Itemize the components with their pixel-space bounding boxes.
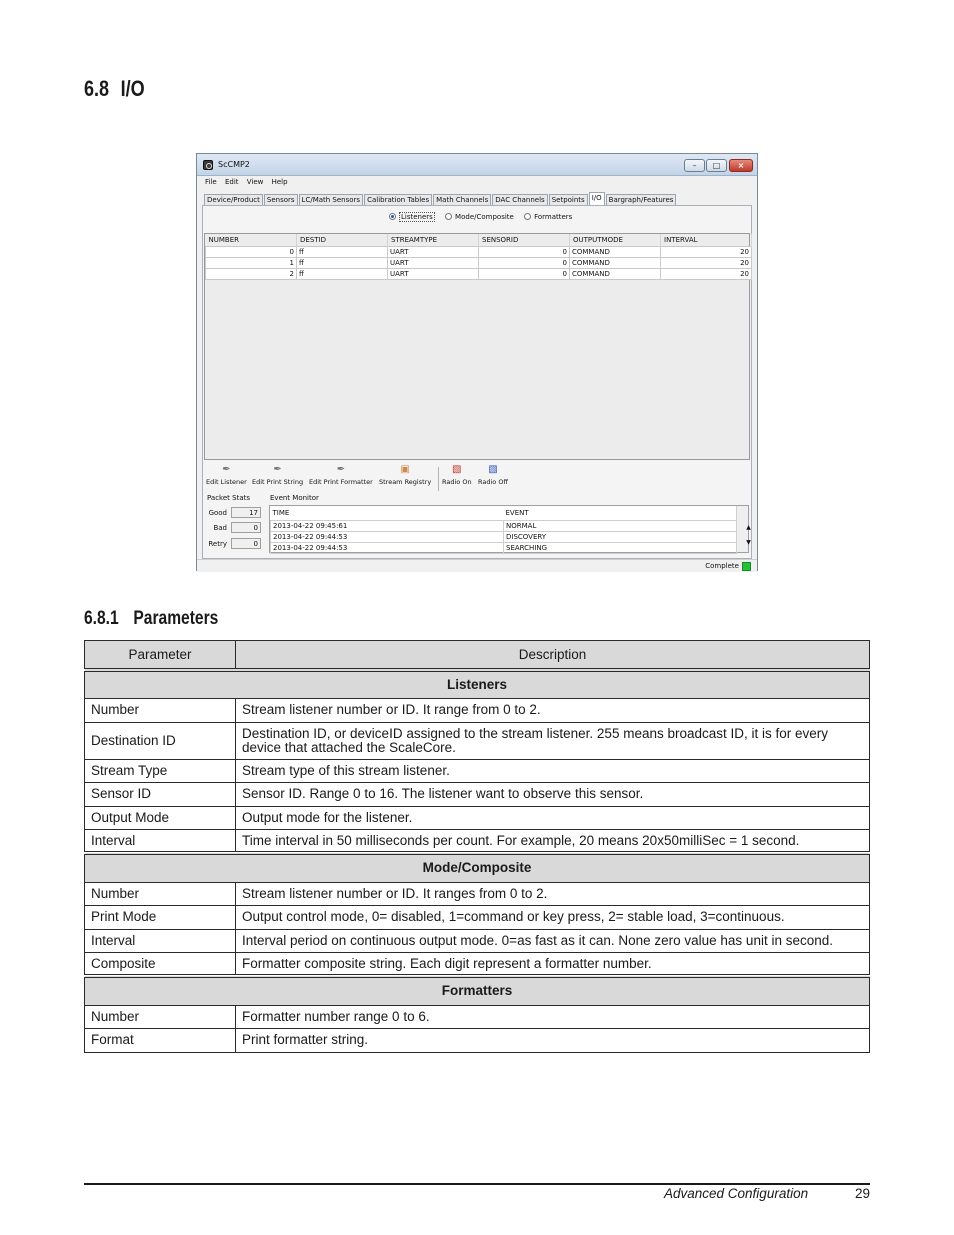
packet-stats-label: Packet Stats <box>207 494 250 502</box>
monitor-header[interactable]: EVENT <box>505 508 529 517</box>
status-indicator-icon <box>742 562 751 571</box>
table-row <box>85 783 870 807</box>
radio-off-button[interactable] <box>478 465 508 486</box>
monitor-row[interactable] <box>271 531 737 542</box>
stat-good <box>207 507 262 518</box>
parameters-table <box>84 640 870 1053</box>
edit-print-formatter-button[interactable] <box>309 465 373 486</box>
grid-cell[interactable]: COMMAND <box>570 268 661 279</box>
grid-header[interactable]: OUTPUTMODE <box>570 234 661 246</box>
stream-registry-button[interactable] <box>379 465 431 486</box>
table-row <box>85 806 870 830</box>
param-name: Interval <box>85 830 236 854</box>
table-row <box>85 830 870 854</box>
grid-cell[interactable]: 2 <box>206 268 297 279</box>
tool-label: Edit Print String <box>252 478 304 486</box>
grid-cell[interactable]: 1 <box>206 257 297 268</box>
param-name: Number <box>85 882 236 906</box>
edit-link-icon: ✒ <box>222 464 231 475</box>
radio-dot-icon <box>389 213 396 220</box>
grid-cell[interactable]: ff <box>297 268 388 279</box>
edit-link-icon: ✒ <box>273 464 282 475</box>
radio-formatters[interactable] <box>524 213 572 221</box>
grid-header[interactable]: SENSORID <box>479 234 570 246</box>
grid-row[interactable] <box>206 268 752 279</box>
radio-listeners[interactable] <box>389 213 435 221</box>
tab-setpoints[interactable]: Setpoints <box>549 194 588 206</box>
radio-on-button[interactable] <box>442 465 472 486</box>
grid-header[interactable]: NUMBER <box>206 234 297 246</box>
grid-header[interactable]: DESTID <box>297 234 388 246</box>
grid-cell[interactable]: COMMAND <box>570 257 661 268</box>
radio-on-icon: ▧ <box>452 464 462 475</box>
grid-cell[interactable]: 20 <box>661 268 752 279</box>
title-bar <box>197 154 757 176</box>
monitor-row[interactable] <box>271 520 737 531</box>
app-window-screenshot <box>196 153 758 571</box>
table-row <box>85 882 870 906</box>
param-description: Stream listener number or ID. It ranges from 0 to 2. <box>236 882 870 906</box>
section-title: I/O <box>120 76 145 101</box>
param-name: Number <box>85 1005 236 1029</box>
param-name: Print Mode <box>85 906 236 930</box>
registry-icon: ▣ <box>400 464 410 475</box>
param-description: Output control mode, 0= disabled, 1=command or key press, 2= stable load, 3=continuous. <box>236 906 870 930</box>
param-name: Number <box>85 699 236 723</box>
radio-label: Mode/Composite <box>455 213 514 221</box>
table-row <box>85 1005 870 1029</box>
monitor-row[interactable] <box>271 542 737 553</box>
grid-row[interactable] <box>206 246 752 257</box>
scroll-up-icon[interactable]: ▲ <box>746 524 751 531</box>
param-description: Stream type of this stream listener. <box>236 759 870 783</box>
param-description: Stream listener number or ID. It range from 0 to 2. <box>236 699 870 723</box>
stat-bad <box>207 522 262 533</box>
toolbar-separator <box>438 467 439 491</box>
tab-calibration-tables[interactable]: Calibration Tables <box>364 194 432 206</box>
edit-listener-button[interactable] <box>206 465 247 486</box>
param-name: Sensor ID <box>85 783 236 807</box>
group-title: Listeners <box>85 670 870 699</box>
footer-chapter-title: Advanced Configuration <box>664 1186 809 1201</box>
edit-link-icon: ✒ <box>336 464 346 475</box>
grid-cell[interactable]: COMMAND <box>570 246 661 257</box>
param-description: Formatter composite string. Each digit represent a formatter number. <box>236 953 870 977</box>
grid-cell[interactable]: 0 <box>206 246 297 257</box>
group-title: Formatters <box>85 976 870 1005</box>
grid-cell[interactable]: ff <box>297 246 388 257</box>
footer-page-number: 29 <box>855 1186 871 1201</box>
radio-mode-composite[interactable] <box>445 213 514 221</box>
app-icon <box>203 160 213 170</box>
table-header-row <box>85 641 870 670</box>
group-title: Mode/Composite <box>85 853 870 882</box>
radio-label: Listeners <box>401 213 433 221</box>
section-heading <box>84 76 145 102</box>
group-row-mode-composite <box>85 853 870 882</box>
tab-io[interactable]: I/O <box>589 192 605 206</box>
grid-header[interactable]: INTERVAL <box>661 234 752 246</box>
param-name: Stream Type <box>85 759 236 783</box>
table-row <box>85 929 870 953</box>
edit-print-string-button[interactable] <box>252 465 303 486</box>
menu-bar <box>205 178 294 188</box>
stat-value: 0 <box>231 538 261 549</box>
grid-header-row <box>206 234 752 246</box>
param-description: Sensor ID. Range 0 to 16. The listener want to observe this sensor. <box>236 783 870 807</box>
monitor-cell: 2013-04-22 09:45:61 <box>271 520 504 531</box>
monitor-cell: SEARCHING <box>504 542 737 553</box>
tool-label: Edit Print Formatter <box>309 478 373 486</box>
tab-bargraph-features[interactable]: Bargraph/Features <box>606 194 677 206</box>
table-row <box>85 953 870 977</box>
scroll-down-icon[interactable]: ▼ <box>746 539 751 546</box>
monitor-header[interactable]: TIME <box>272 508 290 517</box>
param-name: Interval <box>85 929 236 953</box>
tool-label: Radio Off <box>478 478 508 486</box>
status-text: Complete <box>705 562 739 570</box>
tab-lc-math-sensors[interactable]: LC/Math Sensors <box>299 194 364 206</box>
table-row <box>85 722 870 759</box>
window-title: ScCMP2 <box>218 160 250 169</box>
stat-value: 0 <box>231 522 261 533</box>
grid-header[interactable]: STREAMTYPE <box>388 234 479 246</box>
radio-label: Formatters <box>534 213 573 221</box>
grid-cell[interactable]: 0 <box>479 268 570 279</box>
tab-dac-channels[interactable]: DAC Channels <box>492 194 547 206</box>
param-name: Output Mode <box>85 806 236 830</box>
monitor-header-row <box>271 506 737 520</box>
param-description: Output mode for the listener. <box>236 806 870 830</box>
grid-cell[interactable]: 0 <box>479 257 570 268</box>
minimize-icon[interactable]: – <box>684 159 705 172</box>
event-monitor-table <box>269 505 749 553</box>
radio-dot-icon <box>445 213 452 220</box>
param-description: Time interval in 50 milliseconds per count. For example, 20 means 20x50milliSec = 1 second. <box>236 830 870 854</box>
stat-value: 17 <box>231 507 261 518</box>
tool-label: Radio On <box>442 478 472 486</box>
section-number: 6.8 <box>84 76 110 101</box>
subsection-heading <box>84 608 218 630</box>
table-row <box>85 906 870 930</box>
table-row <box>85 1029 870 1053</box>
table-row <box>85 759 870 783</box>
grid-cell[interactable]: 20 <box>661 246 752 257</box>
param-description: Interval period on continuous output mode. 0=as fast as it can. None zero value has unit in second. <box>236 929 870 953</box>
param-name: Format <box>85 1029 236 1053</box>
view-radio-group <box>389 213 580 221</box>
tab-math-channels[interactable]: Math Channels <box>433 194 491 206</box>
tab-sensors[interactable]: Sensors <box>264 194 298 206</box>
menu-edit[interactable]: Edit <box>224 178 239 186</box>
monitor-cell: DISCOVERY <box>504 531 737 542</box>
grid-cell[interactable]: ff <box>297 257 388 268</box>
stat-label: Retry <box>208 540 227 548</box>
param-name: Composite <box>85 953 236 977</box>
tool-label: Stream Registry <box>379 478 432 486</box>
io-panel <box>202 205 752 559</box>
table-row <box>85 699 870 723</box>
tool-label: Edit Listener <box>206 478 247 486</box>
monitor-cell: 2013-04-22 09:44:53 <box>271 542 504 553</box>
tab-device-product[interactable]: Device/Product <box>204 194 263 206</box>
param-description: Formatter number range 0 to 6. <box>236 1005 870 1029</box>
stat-label: Bad <box>213 524 227 532</box>
monitor-cell: 2013-04-22 09:44:53 <box>271 531 504 542</box>
monitor-scrollbar[interactable] <box>736 506 751 552</box>
grid-cell[interactable]: 20 <box>661 257 752 268</box>
subsection-title: Parameters <box>133 608 219 629</box>
grid-cell[interactable]: UART <box>388 257 479 268</box>
group-row-listeners <box>85 670 870 699</box>
listeners-grid <box>204 233 750 460</box>
maximize-icon[interactable]: □ <box>706 159 727 172</box>
menu-help[interactable]: Help <box>271 178 288 186</box>
grid-cell[interactable]: UART <box>388 268 479 279</box>
subsection-number: 6.8.1 <box>84 608 119 629</box>
grid-cell[interactable]: UART <box>388 246 479 257</box>
menu-view[interactable]: View <box>246 178 264 186</box>
stat-retry <box>207 538 262 549</box>
footer-rule <box>84 1183 870 1185</box>
close-icon[interactable]: × <box>729 159 753 172</box>
event-monitor-label: Event Monitor <box>270 494 319 502</box>
grid-row[interactable] <box>206 257 752 268</box>
column-header-description: Description <box>236 641 870 670</box>
radio-dot-icon <box>524 213 531 220</box>
monitor-cell: NORMAL <box>504 520 737 531</box>
column-header-parameter: Parameter <box>85 641 236 670</box>
stat-label: Good <box>208 509 227 517</box>
param-name: Destination ID <box>85 722 236 759</box>
group-row-formatters <box>85 976 870 1005</box>
menu-file[interactable]: File <box>205 178 217 186</box>
radio-off-icon: ▧ <box>488 464 498 475</box>
grid-cell[interactable]: 0 <box>479 246 570 257</box>
status-bar <box>197 559 757 572</box>
tab-bar <box>204 192 677 204</box>
param-description: Destination ID, or deviceID assigned to the stream listener. 255 means broadcast ID, it is for every device that attached the ScaleCore. <box>236 722 870 759</box>
param-description: Print formatter string. <box>236 1029 870 1053</box>
